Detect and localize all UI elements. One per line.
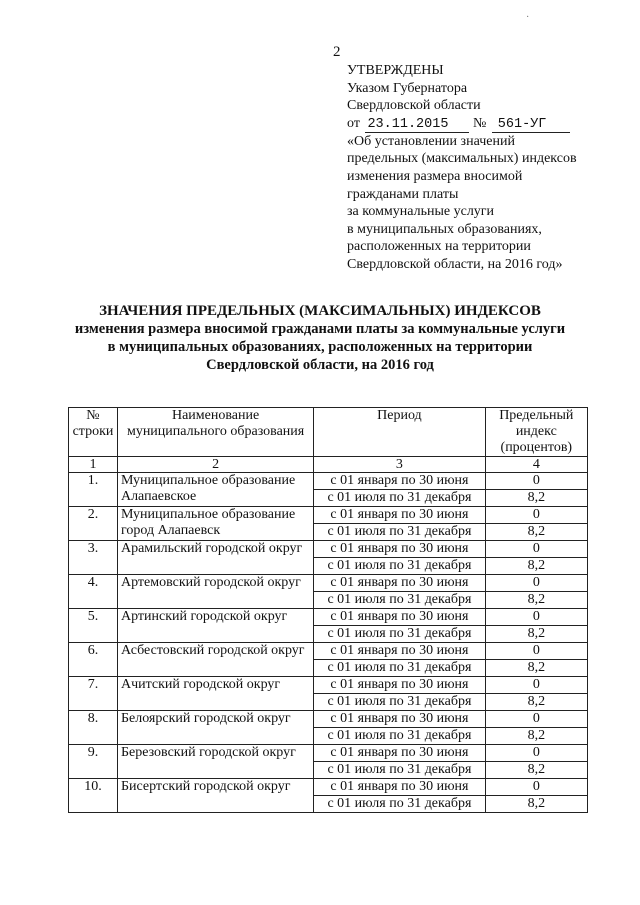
period-second-half: с 01 июля по 31 декабря [314, 524, 485, 541]
index-first-half: 0 [485, 745, 587, 762]
period-first-half: с 01 января по 30 июня [314, 507, 485, 524]
row-number: 5. [69, 609, 118, 643]
table-header-row [69, 408, 588, 457]
row-number: 1. [69, 473, 118, 507]
period-first-half: с 01 января по 30 июня [314, 541, 485, 558]
table-row [69, 711, 588, 728]
title-main: ЗНАЧЕНИЯ ПРЕДЕЛЬНЫХ (МАКСИМАЛЬНЫХ) ИНДЕКСОВ [99, 303, 541, 319]
period-second-half: с 01 июля по 31 декабря [314, 762, 485, 779]
municipality-name: Березовский городской округ [117, 745, 313, 779]
index-second-half: 8,2 [485, 660, 587, 677]
column-number-row [69, 457, 588, 473]
period-second-half: с 01 июля по 31 декабря [314, 728, 485, 745]
row-number: 10. [69, 779, 118, 813]
title-sub-line: в муниципальных образованиях, расположенных на территории [107, 339, 533, 355]
approval-block [347, 62, 577, 274]
approval-line-decree: Указом Губернатора [347, 80, 468, 96]
index-first-half: 0 [485, 541, 587, 558]
table-body [69, 473, 588, 813]
scan-mark: · [526, 12, 530, 23]
from-label: от [347, 115, 360, 131]
index-second-half: 8,2 [485, 592, 587, 609]
approval-heading: УТВЕРЖДЕНЫ [347, 63, 444, 78]
period-first-half: с 01 января по 30 июня [314, 575, 485, 592]
row-number: 9. [69, 745, 118, 779]
title-sub-line: изменения размера вносимой гражданами платы за коммунальные услуги [74, 321, 566, 337]
municipality-name: Артинский городской округ [117, 609, 313, 643]
row-number: 4. [69, 575, 118, 609]
number-label: № [472, 115, 487, 131]
column-number: 1 [69, 457, 118, 473]
decree-title-line: «Об установлении значений [347, 133, 515, 149]
index-first-half: 0 [485, 711, 587, 728]
municipality-name: Артемовский городской округ [117, 575, 313, 609]
decree-title-quote [347, 133, 577, 274]
period-second-half: с 01 июля по 31 декабря [314, 796, 485, 813]
header-municipality: Наименование муниципального образования [117, 408, 313, 457]
table-row [69, 609, 588, 626]
period-first-half: с 01 января по 30 июня [314, 745, 485, 762]
table-row [69, 779, 588, 796]
row-number: 7. [69, 677, 118, 711]
decree-title-line: расположенных на территории [347, 239, 531, 255]
decree-number: 561-УГ [492, 118, 570, 133]
column-number: 4 [485, 457, 587, 473]
municipality-name: Арамильский городской округ [117, 541, 313, 575]
index-first-half: 0 [485, 473, 587, 490]
decree-title-line: в муниципальных образованиях, [347, 221, 542, 237]
indices-table [68, 407, 588, 813]
index-second-half: 8,2 [485, 762, 587, 779]
index-first-half: 0 [485, 575, 587, 592]
period-first-half: с 01 января по 30 июня [314, 711, 485, 728]
municipality-name: Муниципальное образование Алапаевское [117, 473, 313, 507]
title-subtitle [60, 320, 580, 374]
municipality-name: Асбестовский городской округ [117, 643, 313, 677]
page-number: 2 [333, 44, 341, 60]
table-row [69, 473, 588, 490]
period-first-half: с 01 января по 30 июня [314, 643, 485, 660]
table-row [69, 677, 588, 694]
period-second-half: с 01 июля по 31 декабря [314, 490, 485, 507]
column-number: 3 [314, 457, 485, 473]
row-number: 2. [69, 507, 118, 541]
document-title [60, 302, 580, 374]
index-first-half: 0 [485, 609, 587, 626]
period-second-half: с 01 июля по 31 декабря [314, 660, 485, 677]
municipality-name: Ачитский городской округ [117, 677, 313, 711]
index-second-half: 8,2 [485, 490, 587, 507]
approval-line-region: Свердловской области [347, 98, 481, 114]
municipality-name: Белоярский городской округ [117, 711, 313, 745]
index-first-half: 0 [485, 677, 587, 694]
decree-date: 23.11.2015 [365, 118, 469, 133]
column-number: 2 [117, 457, 313, 473]
title-sub-line: Свердловской области, на 2016 год [206, 357, 434, 373]
period-first-half: с 01 января по 30 июня [314, 677, 485, 694]
header-period: Период [314, 408, 485, 457]
period-first-half: с 01 января по 30 июня [314, 473, 485, 490]
decree-title-line: изменения размера вносимой [347, 168, 523, 184]
row-number: 3. [69, 541, 118, 575]
index-first-half: 0 [485, 779, 587, 796]
period-first-half: с 01 января по 30 июня [314, 609, 485, 626]
decree-title-line: за коммунальные услуги [347, 204, 495, 220]
decree-title-line: гражданами платы [347, 186, 459, 202]
index-second-half: 8,2 [485, 728, 587, 745]
decree-title-line: предельных (максимальных) индексов [347, 151, 577, 167]
index-second-half: 8,2 [485, 694, 587, 711]
index-first-half: 0 [485, 643, 587, 660]
municipality-name: Бисертский городской округ [117, 779, 313, 813]
table-row [69, 745, 588, 762]
row-number: 8. [69, 711, 118, 745]
table-row [69, 575, 588, 592]
approval-date-line [347, 115, 577, 133]
decree-title-line: Свердловской области, на 2016 год» [347, 256, 563, 272]
index-first-half: 0 [485, 507, 587, 524]
table-row [69, 507, 588, 524]
index-second-half: 8,2 [485, 524, 587, 541]
period-second-half: с 01 июля по 31 декабря [314, 694, 485, 711]
index-second-half: 8,2 [485, 558, 587, 575]
table-row [69, 643, 588, 660]
table-row [69, 541, 588, 558]
period-first-half: с 01 января по 30 июня [314, 779, 485, 796]
row-number: 6. [69, 643, 118, 677]
municipality-name: Муниципальное образование город Алапаевск [117, 507, 313, 541]
header-row-number: № строки [69, 408, 118, 457]
period-second-half: с 01 июля по 31 декабря [314, 592, 485, 609]
period-second-half: с 01 июля по 31 декабря [314, 558, 485, 575]
header-index: Предельный индекс (процентов) [485, 408, 587, 457]
index-second-half: 8,2 [485, 796, 587, 813]
period-second-half: с 01 июля по 31 декабря [314, 626, 485, 643]
index-second-half: 8,2 [485, 626, 587, 643]
